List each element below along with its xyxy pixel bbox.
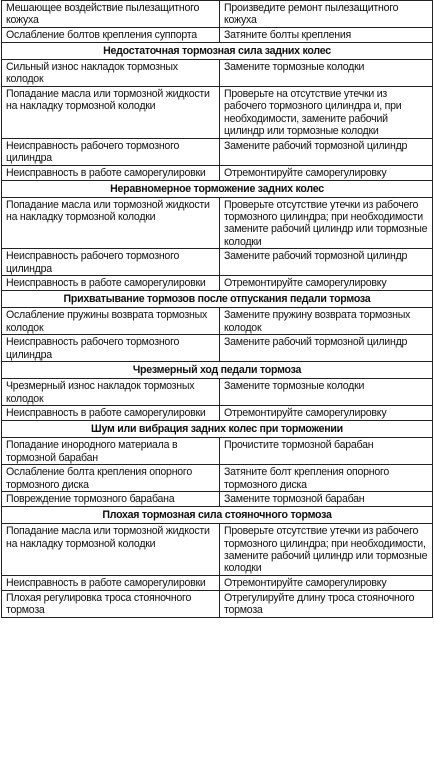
section-header-row (2, 507, 433, 524)
remedy-cell: Проверьте на отсутствие утечки из рабочего тормозного цилиндра и, при необходимости, замените рабочий цилиндр или тормозные колодки (220, 87, 433, 139)
section-title: Шум или вибрация задних колес при торможении (2, 421, 433, 438)
troubleshooting-table (1, 0, 433, 618)
table-row (2, 406, 433, 421)
table-row (2, 524, 433, 576)
section-title: Неравномерное торможение задних колес (2, 180, 433, 197)
table-row (2, 575, 433, 590)
cause-cell: Неисправность в работе саморегулировки (2, 276, 220, 291)
section-header-row (2, 362, 433, 379)
remedy-cell: Проверьте отсутствие утечки из рабочего тормозного цилиндра; при необходимости замените рабочий цилиндр или тормозные колодки (220, 197, 433, 249)
section-title: Чрезмерный ход педали тормоза (2, 362, 433, 379)
cause-cell: Ослабление болтов крепления суппорта (2, 28, 220, 43)
cause-cell: Попадание инородного материала в тормозной барабан (2, 438, 220, 465)
remedy-cell: Произведите ремонт пылезащитного кожуха (220, 1, 433, 28)
cause-cell: Мешающее воздействие пылезащитного кожуха (2, 1, 220, 28)
cause-cell: Попадание масла или тормозной жидкости на накладку тормозной колодки (2, 197, 220, 249)
cause-cell: Ослабление пружины возврата тормозных колодок (2, 308, 220, 335)
table-row (2, 590, 433, 617)
remedy-cell: Отремонтируйте саморегулировку (220, 165, 433, 180)
remedy-cell: Замените пружину возврата тормозных колодок (220, 308, 433, 335)
section-title: Плохая тормозная сила стояночного тормоза (2, 507, 433, 524)
remedy-cell: Прочистите тормозной барабан (220, 438, 433, 465)
table-row (2, 1, 433, 28)
table-row (2, 87, 433, 139)
table-row (2, 249, 433, 276)
table-row (2, 335, 433, 362)
section-header-row (2, 291, 433, 308)
cause-cell: Неисправность в работе саморегулировки (2, 406, 220, 421)
table-row (2, 60, 433, 87)
cause-cell: Неисправность в работе саморегулировки (2, 165, 220, 180)
remedy-cell: Отрегулируйте длину троса стояночного тормоза (220, 590, 433, 617)
remedy-cell: Замените тормозной барабан (220, 492, 433, 507)
remedy-cell: Замените рабочий тормозной цилиндр (220, 249, 433, 276)
table-row (2, 165, 433, 180)
remedy-cell: Замените тормозные колодки (220, 379, 433, 406)
table-row (2, 465, 433, 492)
section-title: Недостаточная тормозная сила задних колес (2, 43, 433, 60)
cause-cell: Повреждение тормозного барабана (2, 492, 220, 507)
cause-cell: Плохая регулировка троса стояночного тормоза (2, 590, 220, 617)
cause-cell: Сильный износ накладок тормозных колодок (2, 60, 220, 87)
section-header-row (2, 180, 433, 197)
section-header-row (2, 43, 433, 60)
remedy-cell: Замените тормозные колодки (220, 60, 433, 87)
remedy-cell: Замените рабочий тормозной цилиндр (220, 138, 433, 165)
table-row (2, 276, 433, 291)
remedy-cell: Отремонтируйте саморегулировку (220, 406, 433, 421)
remedy-cell: Замените рабочий тормозной цилиндр (220, 335, 433, 362)
table-row (2, 308, 433, 335)
cause-cell: Неисправность рабочего тормозного цилиндра (2, 249, 220, 276)
table-row (2, 379, 433, 406)
table-row (2, 28, 433, 43)
section-title: Прихватывание тормозов после отпускания педали тормоза (2, 291, 433, 308)
table-row (2, 438, 433, 465)
cause-cell: Ослабление болта крепления опорного тормозного диска (2, 465, 220, 492)
remedy-cell: Отремонтируйте саморегулировку (220, 575, 433, 590)
section-header-row (2, 421, 433, 438)
remedy-cell: Затяните болты крепления (220, 28, 433, 43)
remedy-cell: Проверьте отсутствие утечки из рабочего тормозного цилиндра; при необходимости, замените рабочий цилиндр или тормозные колодки (220, 524, 433, 576)
remedy-cell: Затяните болт крепления опорного тормозного диска (220, 465, 433, 492)
table-row (2, 492, 433, 507)
cause-cell: Чрезмерный износ накладок тормозных колодок (2, 379, 220, 406)
cause-cell: Попадание масла или тормозной жидкости на накладку тормозной колодки (2, 524, 220, 576)
cause-cell: Неисправность рабочего тормозного цилиндра (2, 335, 220, 362)
cause-cell: Попадание масла или тормозной жидкости на накладку тормозной колодки (2, 87, 220, 139)
cause-cell: Неисправность в работе саморегулировки (2, 575, 220, 590)
table-row (2, 197, 433, 249)
remedy-cell: Отремонтируйте саморегулировку (220, 276, 433, 291)
cause-cell: Неисправность рабочего тормозного цилиндра (2, 138, 220, 165)
table-row (2, 138, 433, 165)
